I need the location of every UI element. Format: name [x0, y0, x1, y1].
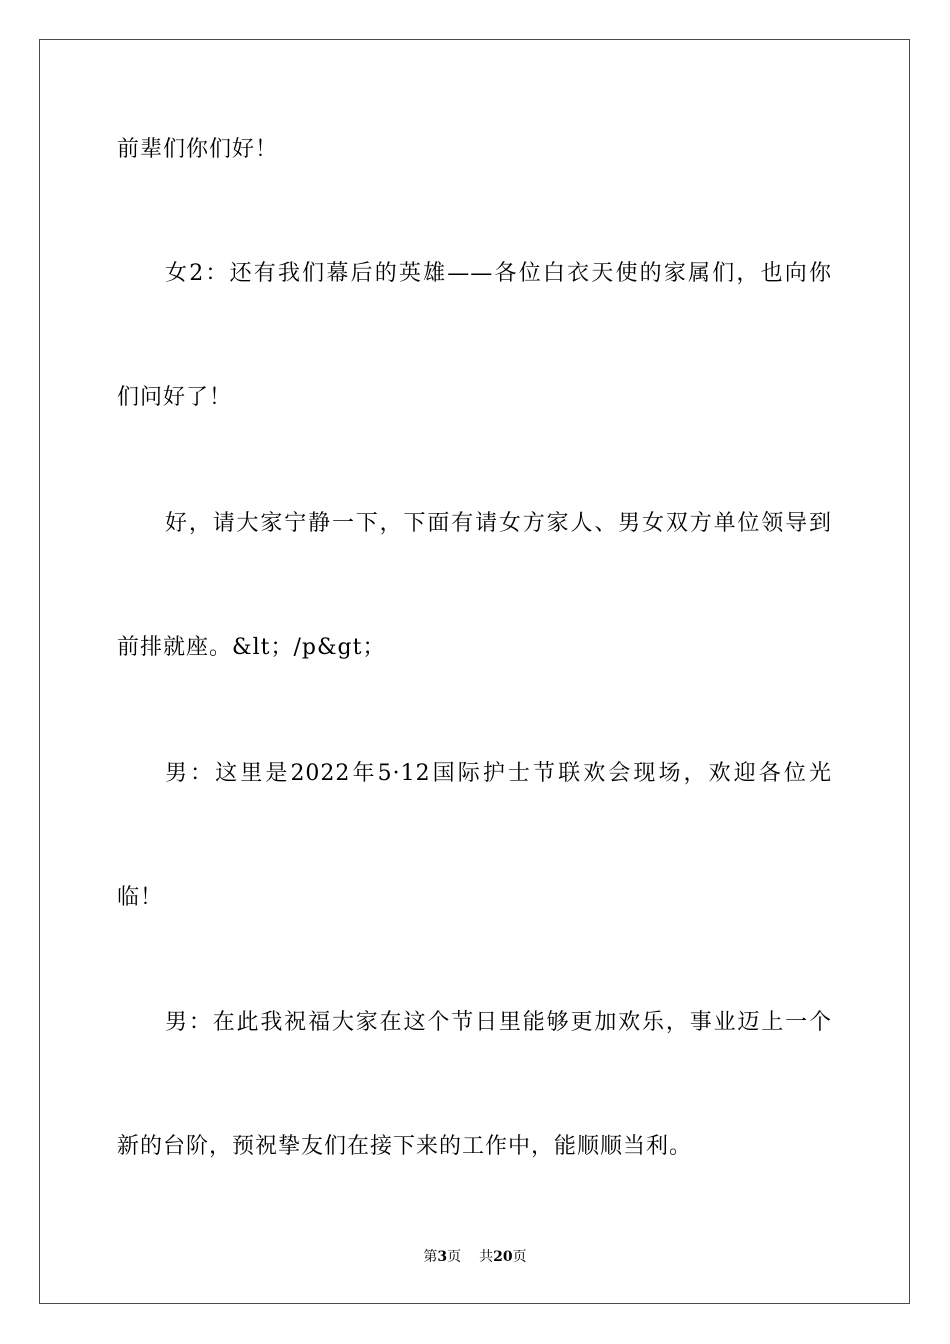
footer-total-pages: 20	[493, 1249, 513, 1265]
footer-total-suffix: 页	[512, 1249, 527, 1265]
page-border	[39, 39, 910, 1304]
text-line-2: 女2：还有我们幕后的英雄——各位白衣天使的家属们，也向你	[165, 261, 832, 286]
text-line-1: 前辈们你们好！	[117, 137, 279, 162]
text-line-5: 前排就座。&lt；/p&gt；	[117, 635, 386, 660]
text-line-8: 男：在此我祝福大家在这个节日里能够更加欢乐，事业迈上一个	[165, 1010, 832, 1035]
text-line-4: 好，请大家宁静一下，下面有请女方家人、男女双方单位领导到	[165, 511, 832, 536]
text-line-9: 新的台阶，预祝挚友们在接下来的工作中，能顺顺当利。	[117, 1134, 693, 1159]
footer-page-prefix: 第	[423, 1249, 438, 1265]
text-line-7: 临！	[117, 885, 164, 910]
footer-page-suffix: 页	[447, 1249, 462, 1265]
text-line-3: 们问好了！	[117, 385, 233, 410]
footer-page-number: 3	[437, 1249, 448, 1265]
text-line-6: 男：这里是2022年5·12国际护士节联欢会现场，欢迎各位光	[165, 761, 832, 786]
footer-total-prefix: 共	[479, 1249, 494, 1265]
page-footer	[0, 1247, 950, 1267]
